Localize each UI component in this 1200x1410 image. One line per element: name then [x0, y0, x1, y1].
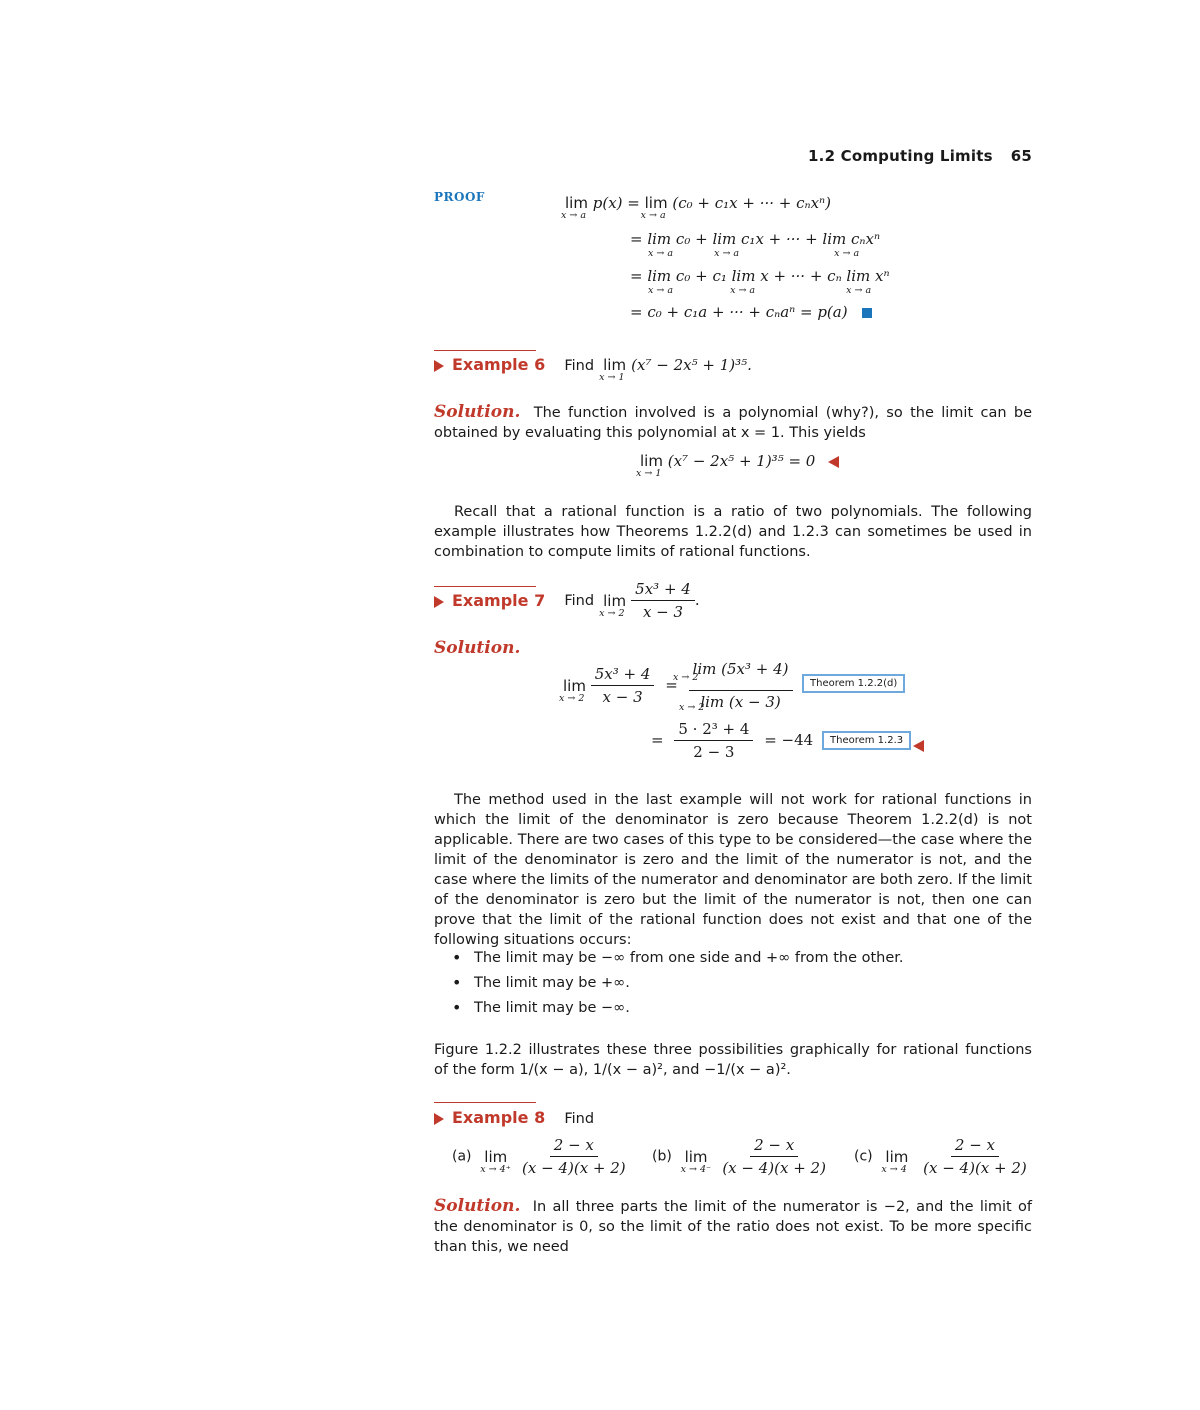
lim-subscript: x → a — [640, 210, 666, 221]
proof-line-1 — [561, 194, 831, 221]
part-tag: (c) — [854, 1148, 873, 1165]
figure-paragraph: Figure 1.2.2 illustrates these three possibilities graphically for rational functions of the form 1/(x − a), 1/(x − a)², and −1/(x − a)². — [434, 1042, 1032, 1078]
end-of-solution-icon — [828, 456, 839, 468]
denominator: lim (x − 3) — [700, 693, 781, 711]
numerator: 2 − x — [750, 1136, 798, 1157]
denominator: x − 3 — [642, 603, 684, 621]
example-6-rule — [434, 350, 536, 351]
numerator: lim (5x³ + 4) — [689, 660, 793, 691]
example-6-expression: (x⁷ − 2x⁵ + 1)³⁵. — [631, 356, 752, 374]
proof-lhs: p(x) = — [592, 194, 645, 212]
lim-operator: lim — [603, 356, 627, 374]
bullet-item: • The limit may be −∞. — [452, 998, 630, 1017]
solution-text: The function involved is a polynomial (why?), so the limit can be obtained by evaluating this polynomial at x = 1. This yields — [434, 405, 1032, 441]
lim-subscript: x → a — [846, 285, 872, 296]
example-triangle-icon — [434, 360, 444, 372]
example-8-rule — [434, 1102, 536, 1103]
example-7-prompt: Find — [564, 592, 595, 609]
example-8-prompt: Find — [564, 1111, 595, 1127]
lim-subscript: x → 4⁻ — [680, 1163, 712, 1175]
lim-subscript: x → 2 — [559, 692, 585, 704]
lim-subscript: x → a — [561, 210, 587, 221]
part-a-fraction — [518, 1136, 630, 1177]
numerator: 5x³ + 4 — [631, 580, 695, 601]
numerator: 5 · 2³ + 4 — [674, 720, 753, 741]
example-7-step-2: = $\frac{\text{5 · 2³ + 4}}{2 - 3}$ = −44 — [651, 720, 814, 761]
step-2-result: = −44 — [764, 730, 814, 749]
denominator: (x − 4)(x + 2) — [923, 1159, 1027, 1177]
example-8-label: Example 8 — [452, 1108, 546, 1127]
part-tag: (b) — [652, 1148, 672, 1165]
lim-subscript: x → 4⁺ — [480, 1163, 511, 1175]
numerator: 5x³ + 4 — [591, 665, 655, 686]
example-6-result — [636, 452, 839, 479]
example-6-solution — [434, 402, 1032, 443]
part-tag: (a) — [452, 1148, 472, 1165]
bullet-list — [452, 950, 1032, 1025]
proof-result: = c₀ + c₁a + ··· + cₙaⁿ = p(a) — [630, 303, 848, 321]
example-8-heading — [434, 1108, 594, 1127]
denominator: 2 − 3 — [693, 743, 735, 761]
example-8-solution — [434, 1196, 1032, 1257]
example-8-part-a — [452, 1136, 630, 1177]
lim-subscript: x → 4 — [881, 1163, 907, 1175]
lim-operator: lim — [644, 194, 668, 212]
example-8-part-b — [652, 1136, 830, 1177]
example-6-prompt: Find — [564, 358, 595, 374]
example-7-heading: Example 7 Find lim x → 2 $\frac{\text{5x³ + 4}}{x - 3}$ . — [434, 580, 700, 621]
end-of-proof-icon — [862, 308, 872, 318]
step-2-fraction — [674, 720, 753, 761]
example-6-result-expr: (x⁷ − 2x⁵ + 1)³⁵ = 0 — [667, 452, 816, 470]
bullet-item: • The limit may be +∞. — [452, 973, 630, 992]
solution-label: Solution. — [434, 1196, 521, 1216]
numerator: 2 − x — [550, 1136, 598, 1157]
solution-label: Solution. — [434, 402, 521, 422]
denominator: (x − 4)(x + 2) — [722, 1159, 826, 1177]
example-7-step-1: lim x → 2 $\frac{\text{5x³ + 4}}{x - 3}$ = $\frac{\text{lim (5x³ + 4)}}{\lim (x - 3)}$ — [563, 660, 793, 711]
page-number: 65 — [1010, 147, 1032, 165]
proof-rhs: (c₀ + c₁x + ··· + cₙxⁿ) — [672, 194, 831, 212]
example-7-solution-label: Solution. — [434, 638, 521, 658]
numerator: 2 − x — [951, 1136, 999, 1157]
lim-subscript: x → 2 — [679, 702, 705, 713]
lim-subscript: x → a — [714, 248, 740, 259]
bullet-item: • The limit may be −∞ from one side and +∞ from the other. — [452, 948, 904, 967]
end-of-solution-icon — [913, 740, 924, 752]
lim-subscript: x → a — [648, 285, 674, 296]
lim-subscript: x → a — [648, 248, 674, 259]
proof-line-2: = lim c₀ + lim c₁x + ··· + lim cₙxⁿ — [630, 230, 881, 248]
lim-operator: lim — [640, 452, 663, 470]
part-c-fraction — [919, 1136, 1031, 1177]
bullet-text: The limit may be +∞. — [474, 975, 630, 991]
lim-subscript: x → 2 — [599, 607, 625, 619]
step-1-lhs-fraction — [591, 665, 655, 706]
denominator: x − 3 — [602, 688, 643, 706]
example-triangle-icon — [434, 596, 444, 608]
proof-line-3: = lim c₀ + c₁ lim x + ··· + cₙ lim xⁿ — [630, 267, 890, 285]
solution-text: In all three parts the limit of the numerator is −2, and the limit of the denominator is 0, so the limit of the ratio does not exist. To be more specific than this, we need — [434, 1199, 1033, 1255]
bullet-text: The limit may be −∞. — [474, 1000, 630, 1016]
proof-label: PROOF — [434, 190, 485, 204]
lim-subscript: x → 1 — [636, 468, 662, 479]
lim-operator: lim — [484, 1147, 508, 1166]
part-b-fraction — [718, 1136, 830, 1177]
example-7-label: Example 7 — [452, 591, 546, 610]
lim-operator: lim — [684, 1147, 708, 1166]
lim-operator: lim — [603, 591, 627, 610]
lim-operator: lim — [563, 676, 586, 695]
example-8-part-c — [854, 1136, 1031, 1177]
method-paragraph: The method used in the last example will not work for rational functions in which the limit of the denominator is zero because Theorem 1.2.2(d) is not applicable. There are two cases of this type to be considered—the case where the limit of the denominator is zero and the limit of the numerator is not, and the case where the limits of the numerator and denominator are both zero. If the limit of the denominator is zero but the limit of the numerator is not, then one can prove that the limit of the rational function does not exist and that one of the following situations occurs: — [434, 792, 1032, 948]
lim-subscript: x → 2 — [673, 672, 699, 683]
example-6-heading — [434, 355, 752, 383]
bullet-text: The limit may be −∞ from one side and +∞ from the other. — [474, 950, 904, 966]
denominator: (x − 4)(x + 2) — [522, 1159, 626, 1177]
lim-operator: lim — [885, 1147, 909, 1166]
lim-subscript: x → 1 — [599, 372, 625, 383]
theorem-1-2-2d-box: Theorem 1.2.2(d) — [802, 674, 905, 693]
section-title: 1.2 Computing Limits — [808, 147, 993, 165]
example-triangle-icon — [434, 1113, 444, 1125]
theorem-1-2-3-box: Theorem 1.2.3 — [822, 731, 911, 750]
rational-paragraph: Recall that a rational function is a ratio of two polynomials. The following example illustrates how Theorems 1.2.2(d) and 1.2.3 can sometimes be used in combination to compute limits of rational functions. — [434, 504, 1032, 560]
proof-line-2-subs — [648, 248, 859, 259]
proof-line-4 — [630, 303, 872, 321]
lim-subscript: x → a — [834, 248, 860, 259]
lim-operator: lim — [565, 194, 588, 212]
example-7-fraction — [631, 580, 695, 621]
running-header — [808, 147, 1032, 165]
lim-subscript: x → a — [730, 285, 756, 296]
example-6-label: Example 6 — [452, 355, 546, 374]
proof-line-3-subs — [648, 285, 871, 296]
